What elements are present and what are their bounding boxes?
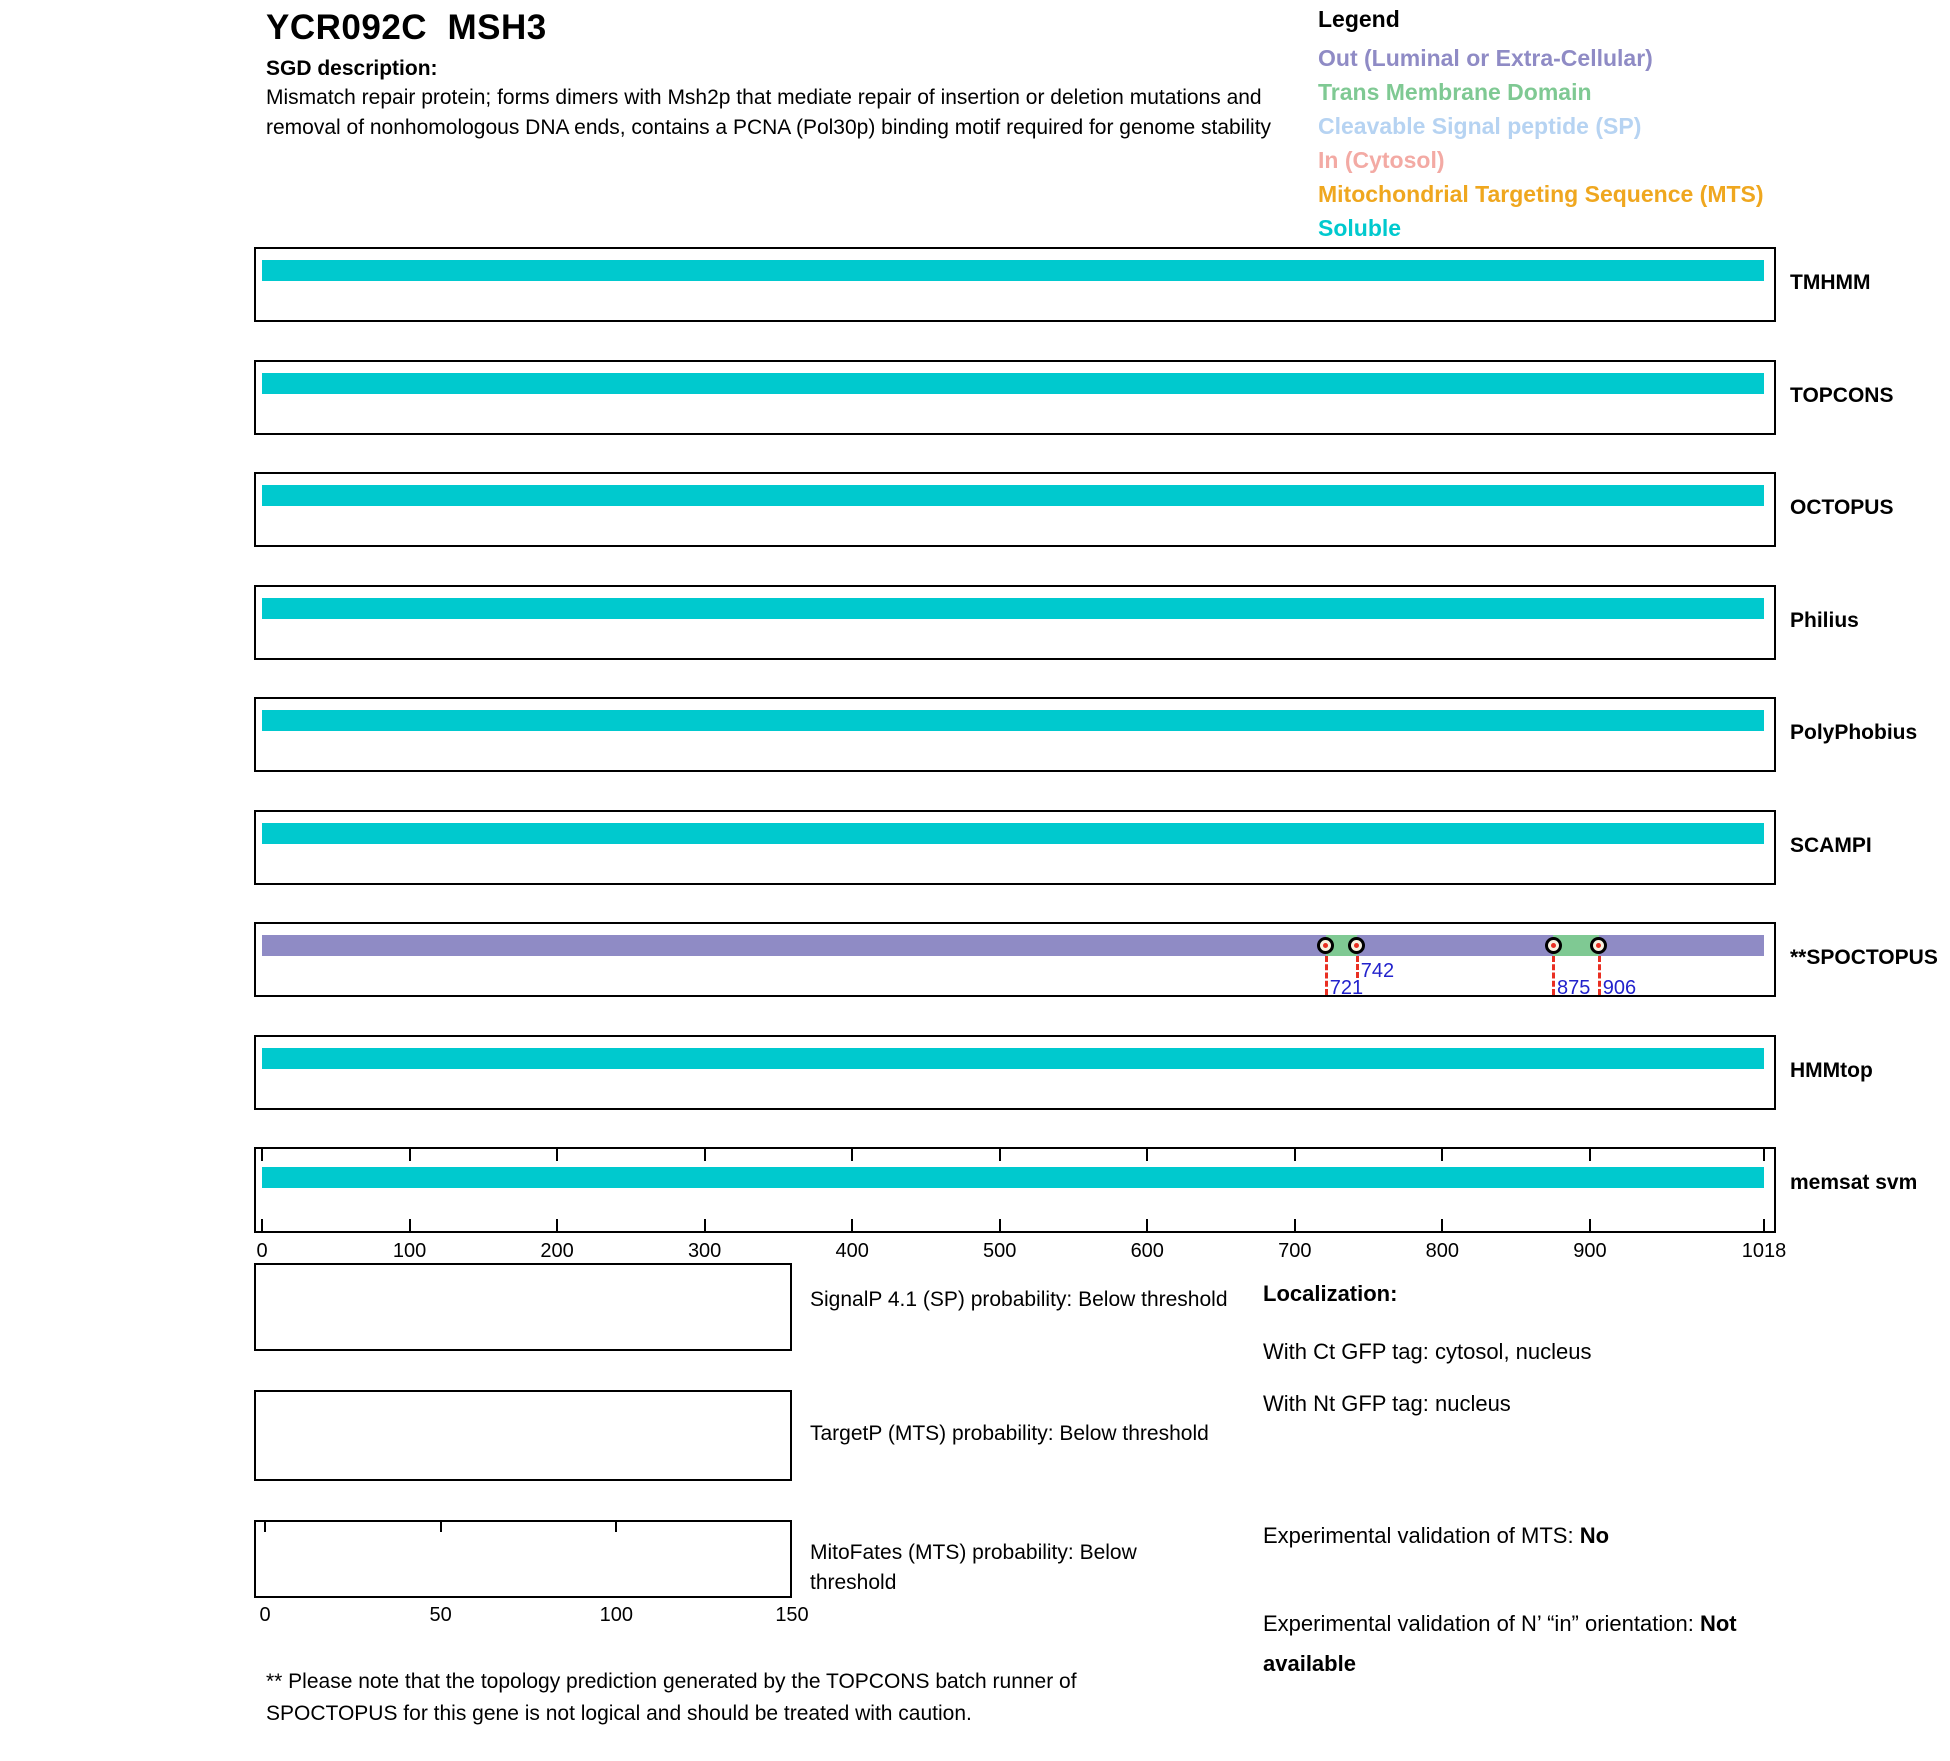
orientation-validation-value: Not available [1263, 1611, 1737, 1676]
boundary-position-label: 721 [1329, 977, 1364, 999]
legend-entry-sp: Cleavable Signal peptide (SP) [1318, 113, 1642, 139]
mts-validation-value: No [1579, 1523, 1610, 1548]
orientation-validation-line [1263, 1604, 1778, 1684]
track-box [254, 810, 1776, 885]
x-axis-tick-label: 400 [835, 1240, 869, 1262]
localization-nt-gfp: With Nt GFP tag: nucleus [1263, 1391, 1511, 1416]
segment-bar-soluble [262, 373, 1764, 394]
legend-entry-tm: Trans Membrane Domain [1318, 79, 1592, 105]
boundary-position-label: 875 [1557, 977, 1591, 999]
ruler-tick [409, 1149, 411, 1161]
x-axis-tick-label: 700 [1278, 1240, 1312, 1262]
ruler-tick [1146, 1219, 1148, 1231]
track-label: HMMtop [1790, 1059, 1873, 1082]
ruler-tick [556, 1219, 558, 1231]
ruler-tick [851, 1149, 853, 1161]
track-label: SCAMPI [1790, 834, 1872, 857]
ruler-tick [1441, 1219, 1443, 1231]
ruler-tick [1146, 1149, 1148, 1161]
segment-bar-soluble [262, 823, 1764, 844]
mitofates-tick-label: 150 [775, 1604, 809, 1626]
track-box [254, 697, 1776, 772]
segment-bar-out [1357, 935, 1553, 956]
track-label: OCTOPUS [1790, 496, 1894, 519]
track-box [254, 360, 1776, 435]
targetp-panel-label: TargetP (MTS) probability: Below threshold [810, 1422, 1209, 1445]
mts-validation-label: Experimental validation of MTS: [1263, 1523, 1580, 1548]
track-box [254, 1147, 1776, 1233]
legend-title: Legend [1318, 6, 1400, 32]
localization-ct-gfp: With Ct GFP tag: cytosol, nucleus [1263, 1339, 1592, 1364]
track-label: TMHMM [1790, 271, 1871, 294]
mitofates-tick [264, 1522, 266, 1532]
ruler-tick [1589, 1149, 1591, 1161]
track-box [254, 247, 1776, 322]
boundary-dashed-line [1325, 956, 1328, 995]
ruler-tick [1294, 1219, 1296, 1231]
x-axis-tick-label: 1018 [1741, 1240, 1787, 1262]
boundary-dashed-line [1552, 956, 1555, 995]
mitofates-panel-box [254, 1520, 792, 1598]
mitofates-tick [440, 1522, 442, 1532]
mitofates-panel-label: MitoFates (MTS) probability: Below threshold [810, 1541, 1137, 1594]
legend [1318, 6, 1764, 245]
ruler-tick [409, 1219, 411, 1231]
orientation-validation-label: Experimental validation of N’ “in” orientation: [1263, 1611, 1700, 1636]
segment-bar-soluble [262, 485, 1764, 506]
boundary-dashed-line [1598, 956, 1601, 995]
segment-bar-soluble [262, 710, 1764, 731]
segment-bar-soluble [262, 1167, 1764, 1188]
track-box [254, 472, 1776, 547]
ruler-tick [1589, 1219, 1591, 1231]
ruler-tick [999, 1219, 1001, 1231]
ruler-tick [1294, 1149, 1296, 1161]
signalp-panel-box [254, 1263, 792, 1351]
track-label: PolyPhobius [1790, 721, 1918, 744]
segment-bar-soluble [262, 598, 1764, 619]
ruler-tick [261, 1149, 263, 1161]
segment-bar-soluble [262, 260, 1764, 281]
segment-bar-out [262, 935, 1326, 956]
x-axis-tick-label: 200 [540, 1240, 574, 1262]
legend-entry-out: Out (Luminal or Extra-Cellular) [1318, 45, 1653, 71]
ruler-tick [1763, 1219, 1765, 1231]
track-box [254, 1035, 1776, 1110]
ruler-tick [704, 1149, 706, 1161]
track-label: memsat svm [1790, 1171, 1918, 1194]
legend-entry-mts: Mitochondrial Targeting Sequence (MTS) [1318, 181, 1764, 207]
ruler-tick [1441, 1149, 1443, 1161]
ruler-tick [556, 1149, 558, 1161]
signalp-panel-label: SignalP 4.1 (SP) probability: Below threshold [810, 1288, 1228, 1311]
track-label: **SPOCTOPUS [1790, 946, 1938, 969]
boundary-position-label: 742 [1360, 960, 1395, 982]
track-label: TOPCONS [1790, 384, 1894, 407]
ruler-tick [1763, 1149, 1765, 1161]
spoctopus-caution-footnote: ** Please note that the topology prediction generated by the TOPCONS batch runner of SPOCTOPUS for this gene is not logical and should be treated with caution. [266, 1670, 1077, 1725]
mitofates-tick-label: 50 [429, 1604, 452, 1626]
mts-validation-line [1263, 1523, 1609, 1549]
boundary-dashed-line [1356, 956, 1359, 978]
localization-heading: Localization: [1263, 1281, 1398, 1306]
legend-entry-in: In (Cytosol) [1318, 147, 1445, 173]
mitofates-tick [615, 1522, 617, 1532]
track-box [254, 585, 1776, 660]
x-axis-tick-label: 100 [392, 1240, 427, 1262]
ruler-tick [704, 1219, 706, 1231]
x-axis-tick-label: 600 [1130, 1240, 1164, 1262]
x-axis-tick-label: 900 [1573, 1240, 1607, 1262]
x-axis-tick-label: 300 [687, 1240, 722, 1262]
ruler-tick [999, 1149, 1001, 1161]
boundary-position-label: 906 [1602, 977, 1637, 999]
track-box [254, 922, 1776, 997]
page-title: YCR092C MSH3 [266, 8, 547, 47]
topology-boundary-marker [1545, 937, 1562, 954]
x-axis-tick-label: 800 [1425, 1240, 1460, 1262]
segment-bar-soluble [262, 1048, 1764, 1069]
segment-bar-out [1599, 935, 1764, 956]
sgd-description-text: Mismatch repair protein; forms dimers with Msh2p that mediate repair of insertion or deletion mutations and removal of nonhomologous DNA ends, contains a PCNA (Pol30p) binding motif required for genome stability [266, 86, 1272, 139]
targetp-panel-box [254, 1390, 792, 1481]
mitofates-tick-label: 0 [259, 1604, 271, 1626]
mitofates-tick-label: 100 [599, 1604, 634, 1626]
legend-entry-soluble: Soluble [1318, 215, 1402, 241]
ruler-tick [261, 1219, 263, 1231]
sgd-description-label: SGD description: [266, 57, 438, 80]
x-axis-tick-label: 500 [983, 1240, 1017, 1262]
x-axis-tick-label: 0 [256, 1240, 268, 1262]
track-label: Philius [1790, 609, 1859, 632]
ruler-tick [851, 1219, 853, 1231]
